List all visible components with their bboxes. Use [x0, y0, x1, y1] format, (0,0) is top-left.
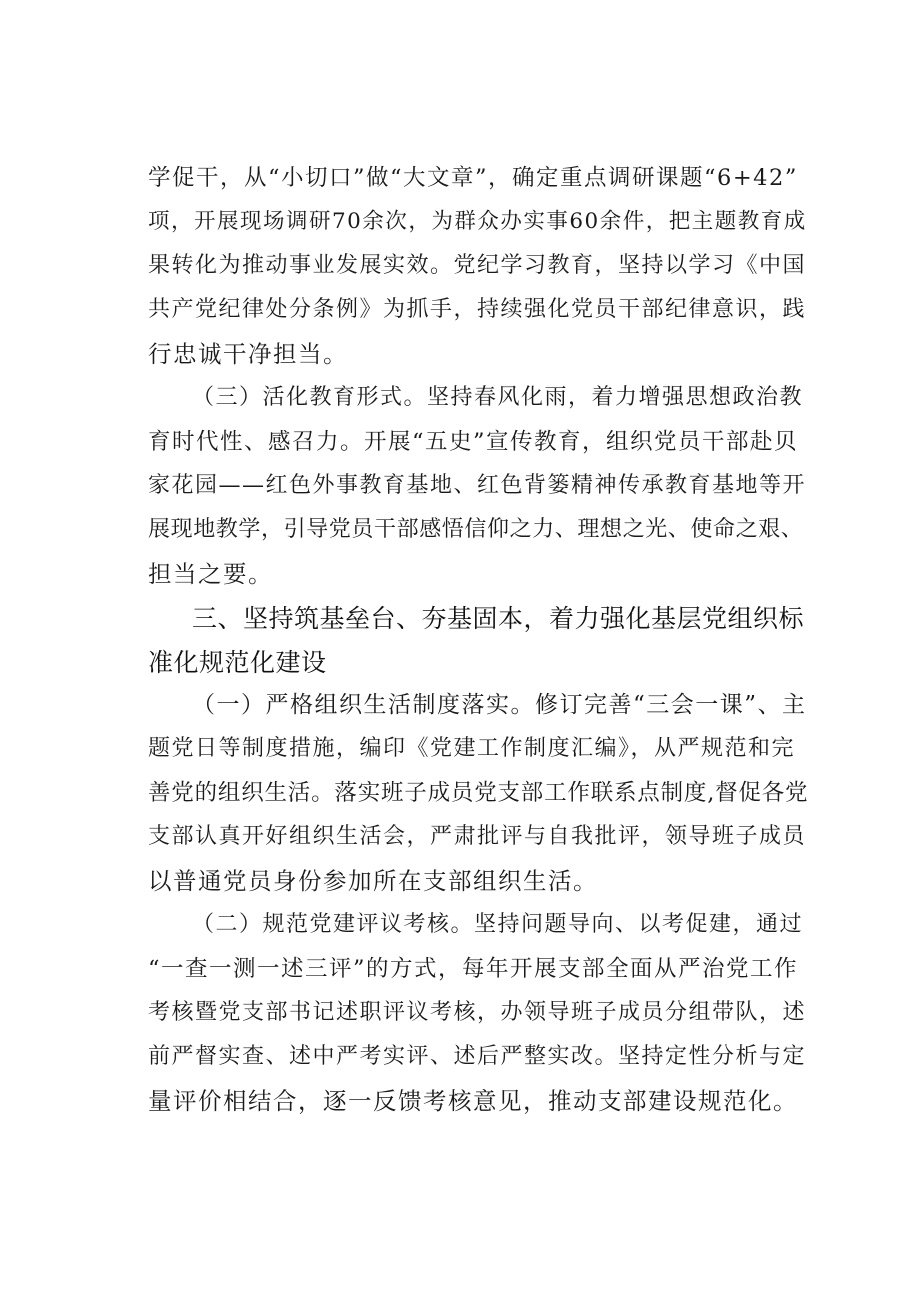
- text-line: 展现地教学，引导党员干部感悟信仰之力、理想之光、使命之艰、: [148, 517, 804, 542]
- text-line: （三）活化教育形式。坚持春风化雨，着力增强思想政治教: [192, 385, 804, 410]
- text-line: 共产党纪律处分条例》为抓手，持续强化党员干部纪律意识，践: [148, 297, 807, 322]
- text-line: 量评价相结合，逐一反馈考核意见，推动支部建设规范化。: [148, 1087, 798, 1115]
- text-line: 果转化为推动事业发展实效。党纪学习教育，坚持以学习《中国: [148, 253, 807, 278]
- text-line: 善党的组织生活。落实班子成员党支部工作联系点制度,督促各党: [148, 780, 809, 806]
- text-line: 项，开展现场调研70余次，为群众办实事60余件，把主题教育成: [148, 209, 807, 234]
- text-line: “一查一测一述三评”的方式，每年开展支部全面从严治党工作: [148, 956, 799, 982]
- section-heading: 准化规范化建设: [148, 648, 327, 677]
- text-line: 考核暨党支部书记述职评议考核，办领导班子成员分组带队，述: [148, 1000, 807, 1025]
- text-line: 以普通党员身份参加所在支部组织生活。: [148, 867, 598, 895]
- text-line: 育时代性、感召力。开展“五史”宣传教育，组织党员干部赴贝: [148, 429, 799, 455]
- text-line: 前严督实查、述中严考实评、述后严整实改。坚持定性分析与定: [148, 1044, 807, 1069]
- text-line: （二）规范党建评议考核。坚持问题导向、以考促建，通过: [192, 912, 804, 937]
- section-heading: 三、坚持筑基垒台、夯基固本，着力强化基层党组织标: [192, 604, 805, 633]
- text-line: 行忠诚干净担当。: [148, 340, 348, 368]
- text-line: 学促干，从“小切口”做“大文章”，确定重点调研课题“6+42”: [148, 165, 798, 191]
- text-line: 支部认真开好组织生活会，严肃批评与自我批评，领导班子成员: [148, 824, 807, 849]
- text-line: 担当之要。: [148, 560, 273, 588]
- text-line: 家花园——红色外事教育基地、红色背篓精神传承教育基地等开: [148, 473, 807, 498]
- text-line: 题党日等制度措施，编印《党建工作制度汇编》，从严规范和完: [148, 736, 796, 761]
- text-line: （一）严格组织生活制度落实。修订完善“三会一课”、主: [192, 692, 807, 718]
